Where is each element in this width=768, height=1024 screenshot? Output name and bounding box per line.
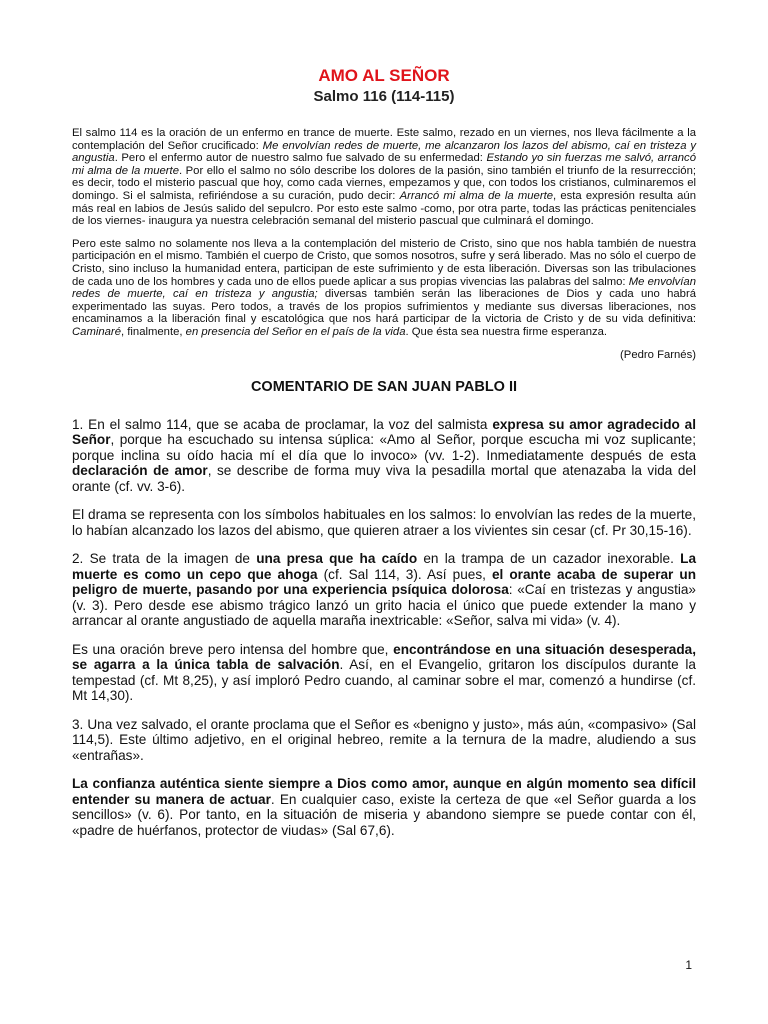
text-run: 3. Una vez salvado, el orante proclama que el Señor es «benigno y justo», más aún, «compasivo» (Sal 114,5). Este último adjetivo, en el original hebreo, remite a la ternura de la madre, aludiendo a sus «entrañas». xyxy=(72,716,696,763)
intro-section xyxy=(72,127,696,339)
text-run: . Así, en el Evangelio, gritaron los discípulos durante la tempestad (cf. Mt 8,25), y así imploró Pedro cuando, al caminar sobre el mar, comenzó a hundirse (cf. Mt 14,30). xyxy=(72,657,696,703)
bold-emphasis: La confianza auténtica siente siempre a Dios como amor, aunque en algún momento sea difícil entender su manera de actuar xyxy=(72,776,696,807)
bold-emphasis: expresa su amor agradecido al Señor xyxy=(72,416,697,447)
page-title: AMO AL SEÑOR xyxy=(318,66,450,85)
text-run: . Que ésta sea nuestra firme esperanza. xyxy=(405,325,608,338)
text-run: , porque ha escuchado su intensa súplica: «Amo al Señor, porque escucha mi voz suplicante; porque inclina su oído hacia mí el día que lo invoco» (vv. 1-2). Inmediatamente después de esta xyxy=(72,432,696,463)
italic-quote: en presencia del Señor en el país de la vida xyxy=(185,325,406,338)
text-run: El salmo 114 es la oración de un enfermo en trance de muerte. Este salmo, rezado en un viernes, nos lleva fácilmente a la contemplación del Señor crucificado: xyxy=(72,127,696,152)
text-run: : «Caí en tristezas y angustia» (v. 3). Pero desde ese abismo trágico lanzó un grito hacia el único que puede extender la mano y arrancar al orante angustiado de aquella maraña inextricable: «Señor, salva mi vida» (v. 4). xyxy=(72,582,696,628)
text-run: , finalmente, xyxy=(120,325,186,338)
commentary-paragraph xyxy=(72,717,696,764)
commentary-paragraph xyxy=(72,507,696,538)
page-subtitle: Salmo 116 (114-115) xyxy=(313,88,455,105)
text-run: (cf. Sal 114, 3). Así pues, xyxy=(317,566,492,582)
bold-emphasis: una presa que ha caído xyxy=(256,551,418,566)
text-run: . En cualquier caso, existe la certeza de que «el Señor guarda a los sencillos» (v. 6). Por tanto, en la situación de miseria y abandono siempre se puede contar con él, «padre de huérfanos, protector de viudas» (Sal 67,6). xyxy=(72,791,697,838)
text-run: en la trampa de un cazador inexorable. xyxy=(417,551,681,566)
text-run: 2. Se trata de la imagen de xyxy=(72,551,257,566)
page-number: 1 xyxy=(685,958,692,972)
italic-quote: Me envolvían redes de muerte, caí en tristeza y angustia; xyxy=(72,275,696,301)
commentary-section xyxy=(72,417,696,839)
text-run: Pero este salmo no solamente nos lleva a la contemplación del misterio de Cristo, sino que nos habla también de nuestra participación en el mismo. También el cuerpo de Cristo, que somos nosotros, sufre y será liberado. Mas no sólo el cuerpo de Cristo, sino incluso la humanidad entera, participan de este sufrimiento y de esta liberación. Diversas son las tribulaciones de cada uno de los hombres y cada uno de ellos puede aplicar a sus propias vivencias las palabras del salmo: xyxy=(72,237,696,288)
text-run: , se describe de forma muy viva la pesadilla mortal que atenazaba la vida del orante (cf. vv. 3-6). xyxy=(72,463,697,494)
bold-emphasis: La muerte es como un cepo que ahoga xyxy=(72,551,697,582)
author-attribution: (Pedro Farnés) xyxy=(620,348,696,361)
text-run: . Pero el enfermo autor de nuestro salmo fue salvado de su enfermedad: xyxy=(114,152,487,165)
bold-emphasis: el orante acaba de superar un peligro de muerte, pasando por una experiencia psíquica dolorosa xyxy=(72,566,696,597)
intro-paragraph xyxy=(72,127,696,228)
bold-emphasis: encontrándose en una situación desesperada, se agarra a la única tabla de salvación xyxy=(72,641,696,672)
text-run: 1. En el salmo 114, que se acaba de proclamar, la voz del salmista xyxy=(72,416,493,432)
bold-emphasis: declaración de amor xyxy=(72,463,208,478)
italic-quote: Caminaré xyxy=(72,325,121,338)
commentary-paragraph xyxy=(72,417,696,495)
text-run: . Por ello el salmo no sólo describe los dolores de la pasión, sino también el triunfo de la resurrección; es decir, todo el misterio pascual que hoy, como cada viernes, empezamos y que, con todos los cristianos, culminaremos el domingo. Si el salmista, refiriéndose a su curación, pudo decir: xyxy=(72,164,696,202)
commentary-paragraph xyxy=(72,776,696,838)
text-run: , esta expresión resulta aún más real en labios de Jesús salido del sepulcro. Por esto este salmo -como, por otra parte, todas las prácticas penitenciales de los viernes- inaugura ya nuestra celebración semanal del misterio pascual que culminará el domingo. xyxy=(72,189,696,228)
text-run: El drama se representa con los símbolos habituales en los salmos: lo envolvían las redes de la muerte, lo habían alcanzado los lazos del abismo, que quieren atraer a los vivientes sin cesar (cf. Pr 30,15-16). xyxy=(72,507,696,538)
section-heading: COMENTARIO DE SAN JUAN PABLO II xyxy=(250,378,518,395)
commentary-paragraph xyxy=(72,551,696,629)
italic-quote: Me envolvían redes de muerte, me alcanzaron los lazos del abismo, caí en tristeza y angustia xyxy=(72,139,696,165)
italic-quote: Estando yo sin fuerzas me salvó, arrancó mi alma de la muerte xyxy=(72,152,696,177)
text-run: Es una oración breve pero intensa del hombre que, xyxy=(72,641,394,657)
document-page xyxy=(72,60,696,851)
italic-quote: Arrancó mi alma de la muerte xyxy=(399,189,554,202)
text-run: diversas también serán las liberaciones de Dios y cada uno habrá experimentado las suyas. Pero todos, a través de los propios sufrimientos y mediante sus diversas liberaciones, nos encaminamos a la liberación final y escatológica que nos hará participar de la victoria de Cristo y de su vida definitiva: xyxy=(72,288,696,326)
commentary-paragraph xyxy=(72,642,696,704)
intro-paragraph xyxy=(72,238,696,339)
